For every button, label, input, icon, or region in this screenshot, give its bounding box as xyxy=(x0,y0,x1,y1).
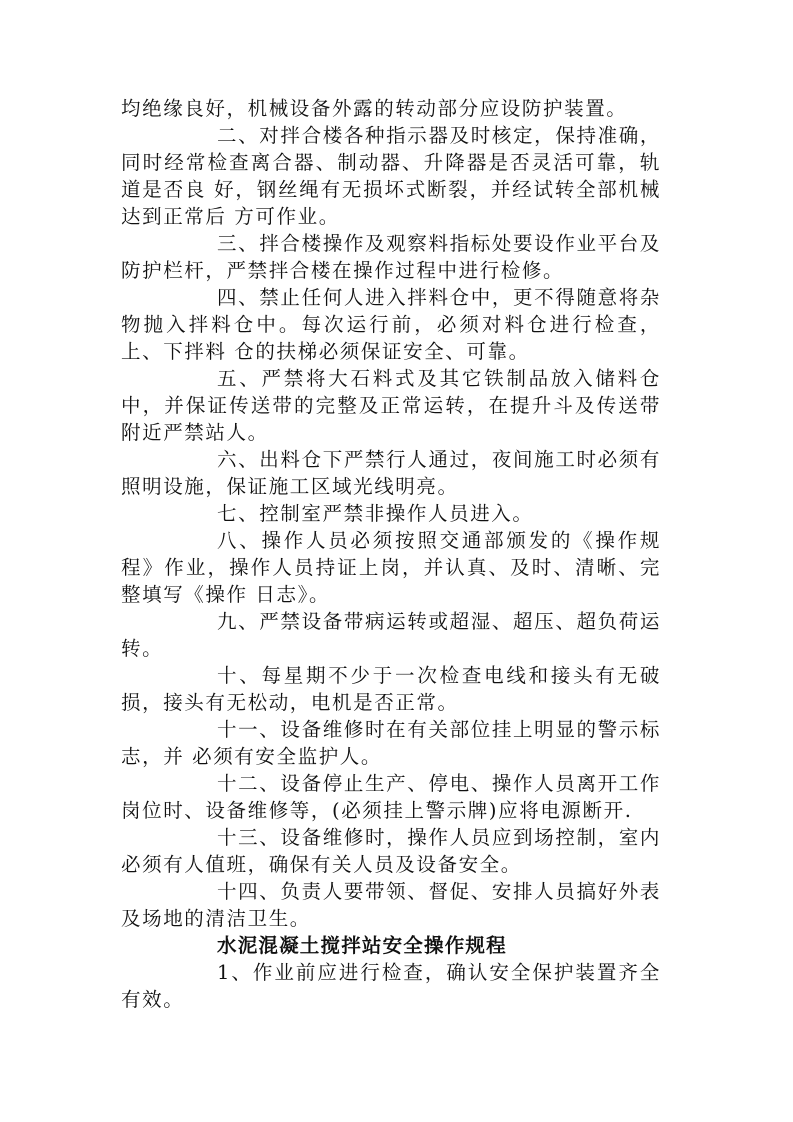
paragraph-item-8: 八、操作人员必须按照交通部颁发的《操作规程》作业，操作人员持证上岗，并认真、及时、清晰、完整填写《操作 日志》。 xyxy=(121,529,661,606)
paragraph-item-10: 十、每星期不少于一次检查电线和接头有无破损，接头有无松动，电机是否正常。 xyxy=(121,664,661,714)
paragraph-item-4: 四、禁止任何人进入拌料仓中，更不得随意将杂物抛入拌料仓中。每次运行前，必须对料仓进行检查，上、下拌料 仓的扶梯必须保证安全、可靠。 xyxy=(121,286,661,363)
paragraph-item-3: 三、拌合楼操作及观察料指标处要设作业平台及防护栏杆，严禁拌合楼在操作过程中进行检修。 xyxy=(121,232,661,282)
paragraph-item-12: 十二、设备停止生产、停电、操作人员离开工作岗位时、设备维修等，(必须挂上警示牌)应将电源断开. xyxy=(121,772,661,822)
paragraph-item-7: 七、控制室严禁非操作人员进入。 xyxy=(217,502,534,525)
section-paragraph-1: 1、作业前应进行检查，确认安全保护装置齐全有效。 xyxy=(121,961,661,1011)
paragraph-item-9: 九、严禁设备带病运转或超湿、超压、超负荷运转。 xyxy=(121,610,661,660)
paragraph-continuation: 均绝缘良好，机械设备外露的转动部分应设防护装置。 xyxy=(121,97,628,120)
paragraph-item-5: 五、严禁将大石料式及其它铁制品放入储料仓中，并保证传送带的完整及正常运转，在提升斗及传送带附近严禁站人。 xyxy=(121,367,661,444)
document-page xyxy=(121,95,661,1013)
paragraph-item-6: 六、出料仓下严禁行人通过，夜间施工时必须有照明设施，保证施工区域光线明亮。 xyxy=(121,448,661,498)
paragraph-item-2: 二、对拌合楼各种指示器及时核定，保持准确，同时经常检查离合器、制动器、升降器是否灵活可靠，轨道是否良 好，钢丝绳有无损坏式断裂，并经试转全部机械达到正常后 方可作业。 xyxy=(121,124,661,228)
section-title: 水泥混凝土搅拌站安全操作规程 xyxy=(217,934,507,957)
paragraph-item-11: 十一、设备维修时在有关部位挂上明显的警示标志，并 必须有安全监护人。 xyxy=(121,718,661,768)
paragraph-item-14: 十四、负责人要带领、督促、安排人员搞好外表及场地的清洁卫生。 xyxy=(121,880,661,930)
paragraph-item-13: 十三、设备维修时，操作人员应到场控制，室内必须有人值班，确保有关人员及设备安全。 xyxy=(121,826,661,876)
